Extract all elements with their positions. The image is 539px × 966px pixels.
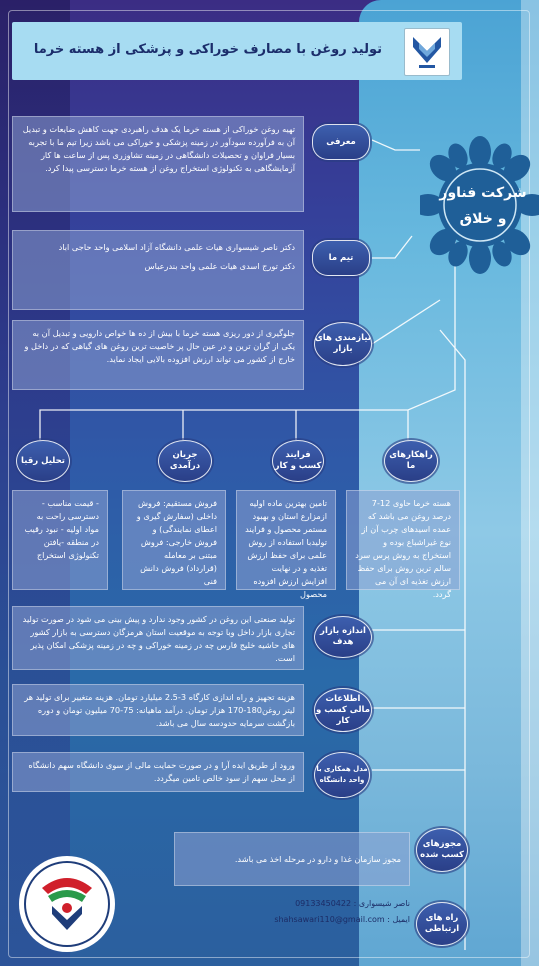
- competitors-text: - قیمت مناسب - دسترسی راحت به مواد اولیه - نبود رقیب در منطقه -یافتن تکنولوژی استخراج: [24, 498, 99, 560]
- team-label: تیم ما: [312, 240, 370, 276]
- intro-text: تهیه روغن خوراکی از هسته خرما یک هدف راهبردی جهت کاهش ضایعات و تبدیل آن به فرآورده سودآور در زمینه پزشکی و خوراکی می باشد زیرا تیم ما با تجربه بسیار فراوان و تحصیلات دانشگاهی در زمینه تشاوزری پس از ساعت ها کار آزمایشگاهی به تکنولوژی استخراج روغن از هسته خرما دسترسی پیدا کرد.: [22, 124, 295, 173]
- team-member-2: دکتر تورج اسدی هیات علمی واحد بندرعباس: [144, 261, 295, 271]
- contact-phone: ناصر شیسواری : 09133450422: [295, 899, 410, 908]
- competitors-label: تحلیل رقبا: [16, 440, 70, 482]
- market-box: [12, 320, 304, 390]
- market-label: نیازمندی های بازار: [314, 322, 372, 366]
- process-box: [236, 490, 336, 599]
- target-market-text: تولید صنعتی این روغن در کشور وجود ندارد و پیش بینی می شود در صورت تولید تجاری بازار داخل وبا توجه به موقعیت استان هرمزگان دسترسی به بازار کشور های حاشیه خلیج فارس چه در زمینه خوراکی و چه در زمینه پزشکی امکان پذیر است.: [22, 614, 295, 663]
- target-market-label: اندازه بازار هدف: [314, 616, 372, 658]
- company-name: [428, 180, 538, 232]
- page-title: تولید روغن با مصارف خوراکی و پزشکی از هسته خرما: [33, 42, 382, 57]
- revenue-label: جریان درآمدی: [158, 440, 212, 482]
- intro-box: [12, 116, 304, 212]
- solutions-label: راهکارهای ما: [384, 440, 438, 482]
- financial-label: اطلاعات مالی کسب و کار: [314, 688, 372, 732]
- team-member-1: دکتر ناصر شیسواری هیات علمی دانشگاه آزاد اسلامی واحد حاجی اباد: [58, 242, 295, 252]
- header-banner: [12, 22, 462, 80]
- competitors-box: [12, 490, 108, 590]
- intro-label: معرفی: [312, 124, 370, 160]
- financial-text: هزینه تجهیز و راه اندازی کارگاه 3-2.5 میلیارد تومان. هزینه متغییر برای تولید هر لیتر روغن180-170 هزار تومان. درآمد ماهیانه: 75-70 میلیون تومان و دوره بازگشت سرمایه حدودسه سال می باشد.: [24, 692, 295, 728]
- contact-label: راه های ارتباطی: [416, 902, 468, 946]
- contact-info: [250, 896, 410, 928]
- solutions-text: هسته خرما حاوی 12-7 درصد روغن می باشد که عمده اسیدهای چرب آن از نوع غیراشباع بوده و استخراج به روش پرس سرد سالم ترین روش برای حفظ ارزش تغذیه ای آن می گردد.: [355, 498, 451, 599]
- university-seal-icon: [12, 848, 122, 956]
- market-text: جلوگیری از دور ریزی هسته خرما با بیش از ده ها خواص دارویی و تبدیل آن به یکی از گران ترین و در عین حال پر خاصیت ترین روغن های گیاهی که در داخل و خارج از کشور می تواند ارزش افزوده بالایی ایجاد نماید.: [24, 328, 295, 364]
- permits-box: [174, 832, 410, 886]
- revenue-text: فروش مستقیم: فروش داخلی (سفارش گیری و اعطای نمایندگی) و فروش خارجی: فروش مبتنی بر معامله (قرارداد) فروش دانش فنی: [136, 498, 217, 586]
- cooperation-text: ورود از طریق ایده آرا و در صورت حمایت مالی از سوی دانشگاه سهم دانشگاه از محل سهم از سود خالص تامین میگردد.: [28, 760, 295, 783]
- team-box: [12, 230, 304, 310]
- solutions-box: [346, 490, 460, 599]
- cooperation-label: مدل همکاری با واحد دانشگاه: [314, 752, 370, 798]
- permits-text: مجوز سازمان غذا و دارو در مرحله اخذ می باشد.: [234, 854, 401, 864]
- target-market-box: [12, 606, 304, 670]
- process-label: فرایند کسب و کار: [272, 440, 324, 482]
- university-logo: [404, 28, 450, 76]
- company-name-line2: و خلاق: [459, 211, 507, 227]
- company-name-line1: شرکت فناور: [439, 185, 527, 201]
- revenue-box: [122, 490, 226, 590]
- cooperation-box: [12, 752, 304, 792]
- financial-box: [12, 684, 304, 736]
- process-text: تامین بهترین ماده اولیه ازمزارع استان و بهبود مستمر محصول و فرایند تولیدبا استفاده از روش علمی برای حفظ ارزش تغذیه و در نهایت افزایش ارزش افزوده محصول: [245, 498, 327, 599]
- permits-label: مجوزهای کسب شده: [416, 828, 468, 872]
- contact-email[interactable]: ایمیل : shahsawari110@gmail.com: [274, 915, 410, 924]
- university-logo-icon: [405, 29, 449, 75]
